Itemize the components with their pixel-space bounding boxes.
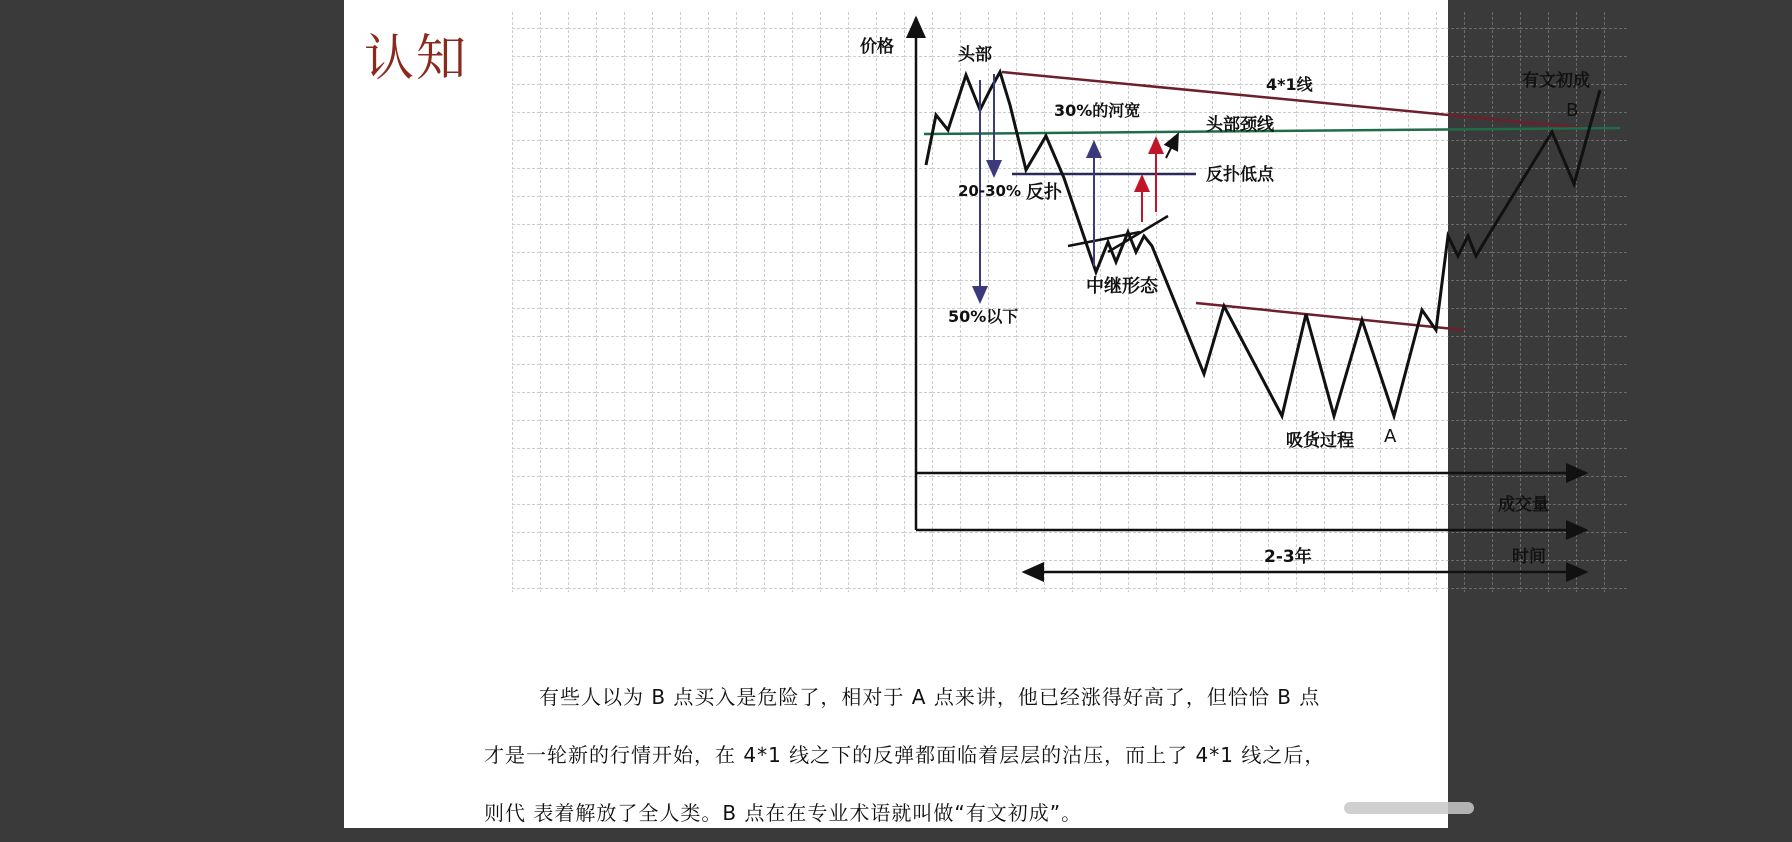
- paragraph-line-3: 则代 表着解放了全人类。B 点在在专业术语就叫做“有文初成”。: [484, 801, 1083, 825]
- document-page: [344, 0, 1590, 828]
- label-20-30pct: 20-30%: [958, 182, 1022, 200]
- label-river-width: 30%的河宽: [1054, 101, 1141, 120]
- label-point-b: B: [1566, 100, 1579, 121]
- paragraph-line-1: 有些人以为 B 点买入是危险了，相对于 A 点来讲，他已经涨得好高了，但恰恰 B 点: [539, 685, 1321, 709]
- label-price-axis: 价格: [860, 37, 894, 57]
- label-volume: 成交量: [1498, 495, 1549, 515]
- label-4x1-line: 4*1线: [1266, 75, 1313, 94]
- horizontal-scrollbar[interactable]: [1344, 802, 1474, 814]
- label-below-50pct: 50%以下: [948, 307, 1019, 326]
- label-head: 头部: [958, 45, 992, 65]
- body-paragraph: [484, 668, 1344, 842]
- label-neckline: 头部颈线: [1206, 115, 1274, 135]
- label-point-a: A: [1384, 426, 1397, 447]
- label-pullback-low: 反扑低点: [1206, 165, 1274, 185]
- chart-diagram: [344, 0, 1590, 600]
- label-you-wen-chu-cheng: 有文初成: [1522, 71, 1590, 91]
- label-time-axis: 时间: [1512, 547, 1546, 567]
- corner-title: 认知: [364, 29, 468, 87]
- label-pullback: 反扑: [1026, 182, 1062, 203]
- paragraph-line-2: 才是一轮新的行情开始，在 4*1 线之下的反弹都面临着层层的沽压，而上了 4*1 线之后，: [484, 743, 1326, 767]
- label-accumulation: 吸货过程: [1286, 431, 1354, 451]
- label-relay-pattern: 中继形态: [1086, 276, 1158, 297]
- label-duration: 2-3年: [1264, 547, 1312, 567]
- grid-paper: [512, 10, 1628, 592]
